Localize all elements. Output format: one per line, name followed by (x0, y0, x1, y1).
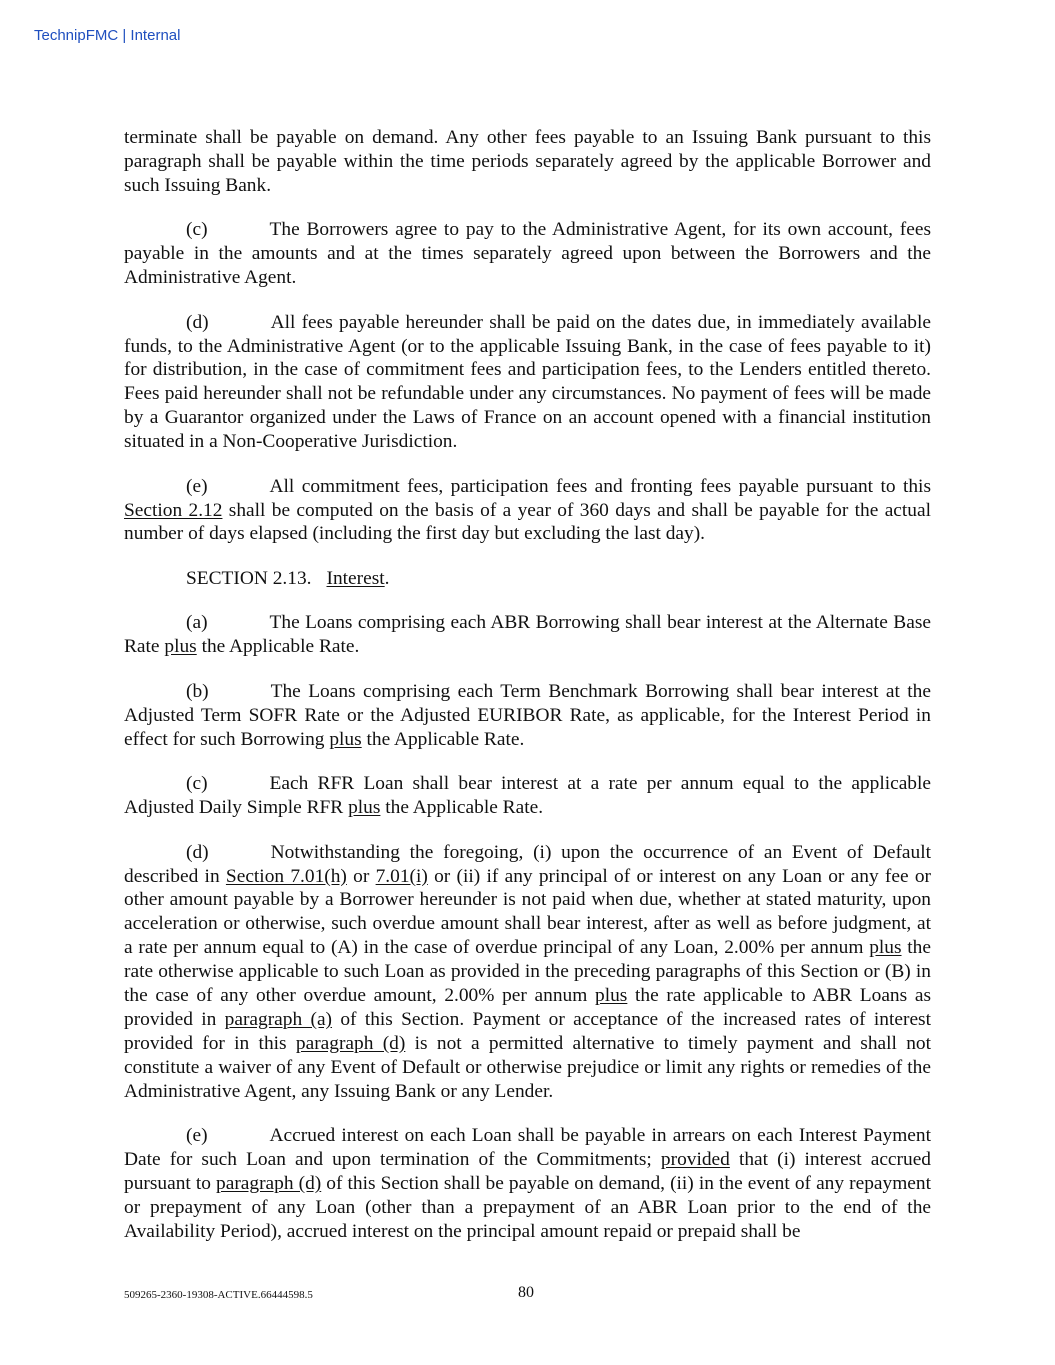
paragraph-reference-link: paragraph (a) (224, 1008, 333, 1030)
section-reference-link: 7.01(i) (375, 865, 428, 887)
section-reference-link: Section 2.12 (124, 499, 223, 521)
underlined-term: plus (348, 797, 381, 819)
underlined-term: provided (660, 1149, 730, 1171)
paragraph-text: or (346, 865, 376, 887)
paragraph-text: shall be computed on the basis of a year of 360 days and shall be payable for the actual number of days elapsed (including the first day but excluding the last day). (124, 499, 931, 545)
paragraph-text: Each RFR Loan shall bear interest at a rate per annum equal to the applicable Adjusted Daily Simple RFR (124, 773, 931, 819)
section-reference-link: Section 7.01(h) (225, 865, 347, 887)
paragraph-interest-c (124, 772, 931, 820)
paragraph-text: is not a permitted alternative to timely payment and shall not constitute a waiver of any Event of Default or otherwise prejudice or limit any rights or remedies of the Administrative Agent, any Issuing Bank or any Lender. (124, 1032, 931, 1102)
paragraph-label: (e) (186, 475, 208, 497)
paragraph-text: the rate otherwise applicable to such Loan as provided in the preceding paragraphs of this Section or (B) in the case of any other overdue amount, 2.00% per annum (124, 937, 931, 1007)
paragraph-text: of this Section shall be payable on demand, (ii) in the event of any repayment or prepayment of any Loan (other than a prepayment of an ABR Loan prior to the end of the Availability Period), accrued interest on the principal amount repaid or prepaid shall be (124, 1172, 931, 1242)
document-id: 509265-2360-19308-ACTIVE.66444598.5 (124, 1289, 313, 1301)
paragraph-continuation: terminate shall be payable on demand. Any other fees payable to an Issuing Bank pursuant to this paragraph shall be payable within the time periods separately agreed by the applicable Borrower and such Issuing Bank. (124, 127, 931, 196)
document-body (124, 126, 931, 1264)
paragraph-text: the Applicable Rate. (196, 636, 360, 658)
paragraph-fees-c (124, 218, 931, 290)
paragraph-label: (b) (186, 680, 209, 702)
paragraph-text: Accrued interest on each Loan shall be payable in arrears on each Interest Payment Date for such Loan and upon termination of the Commitments; (124, 1125, 931, 1171)
paragraph-text: the Applicable Rate. (361, 728, 525, 750)
paragraph-label: (c) (186, 773, 208, 795)
paragraph-interest-d (124, 841, 931, 1104)
paragraph-interest-b (124, 680, 931, 752)
section-title: Interest (326, 567, 385, 589)
paragraph-label: (d) (186, 841, 209, 863)
paragraph-text: the Applicable Rate. (380, 797, 544, 819)
underlined-term: plus (164, 636, 197, 658)
paragraph-interest-a (124, 611, 931, 659)
paragraph-label: (c) (186, 219, 208, 241)
paragraph-text: The Borrowers agree to pay to the Administrative Agent, for its own account, fees payable in the amounts and at the times separately agreed upon between the Borrowers and the Administrative Agent. (124, 219, 931, 289)
paragraph-label: (a) (186, 612, 208, 634)
page-number: 80 (518, 1284, 534, 1301)
underlined-term: plus (595, 985, 628, 1007)
classification-label: TechnipFMC | Internal (34, 27, 181, 44)
paragraph-reference-link: paragraph (d) (295, 1032, 406, 1054)
paragraph-reference-link: paragraph (d) (216, 1172, 322, 1194)
paragraph-fees-e (124, 475, 931, 547)
paragraph-label: (e) (186, 1125, 208, 1147)
paragraph-text: or (ii) if any principal of or interest on any Loan or any fee or other amount payable by a Borrower hereunder is not paid when due, whether at stated maturity, upon acceleration or otherwise, such overdue amount shall bear interest, after as well as before judgment, at a rate per annum equal to (A) in the case of overdue principal of any Loan, 2.00% per annum (124, 865, 931, 959)
paragraph-text: the rate applicable to ABR Loans as provided in (124, 985, 932, 1030)
section-number: SECTION 2.13. (186, 567, 312, 589)
paragraph-text: The Loans comprising each Term Benchmark Borrowing shall bear interest at the Adjusted Term SOFR Rate or the Adjusted EURIBOR Rate, as applicable, for the Interest Period in effect for such Borrowing (124, 680, 931, 750)
paragraph-text: of this Section. Payment or acceptance of the increased rates of interest provided for in this (124, 1008, 931, 1054)
underlined-term: plus (869, 937, 902, 959)
section-title-period: . (384, 567, 390, 589)
section-heading (124, 567, 931, 591)
paragraph-text: All commitment fees, participation fees and fronting fees payable pursuant to this (269, 475, 931, 497)
paragraph-fees-d (124, 311, 931, 454)
paragraph-text: Notwithstanding the foregoing, (i) upon the occurrence of an Event of Default described in (124, 841, 931, 887)
paragraph-interest-e (124, 1124, 931, 1244)
underlined-term: plus (329, 728, 362, 750)
paragraph-text: All fees payable hereunder shall be paid on the dates due, in immediately available funds, to the Administrative Agent (or to the applicable Issuing Bank, in the case of fees payable to it) for distribution, in the case of commitment fees and participation fees, to the Lenders entitled thereto. Fees paid hereunder shall not be refundable under any circumstances. No payment of fees will be made by a Guarantor organized under the Laws of France on an account opened with a financial institution situated in a Non-Cooperative Jurisdiction. (124, 311, 931, 453)
paragraph-text: The Loans comprising each ABR Borrowing shall bear interest at the Alternate Base Rate (124, 612, 931, 658)
paragraph-text: that (i) interest accrued pursuant to (124, 1149, 931, 1194)
paragraph-label: (d) (186, 311, 209, 333)
